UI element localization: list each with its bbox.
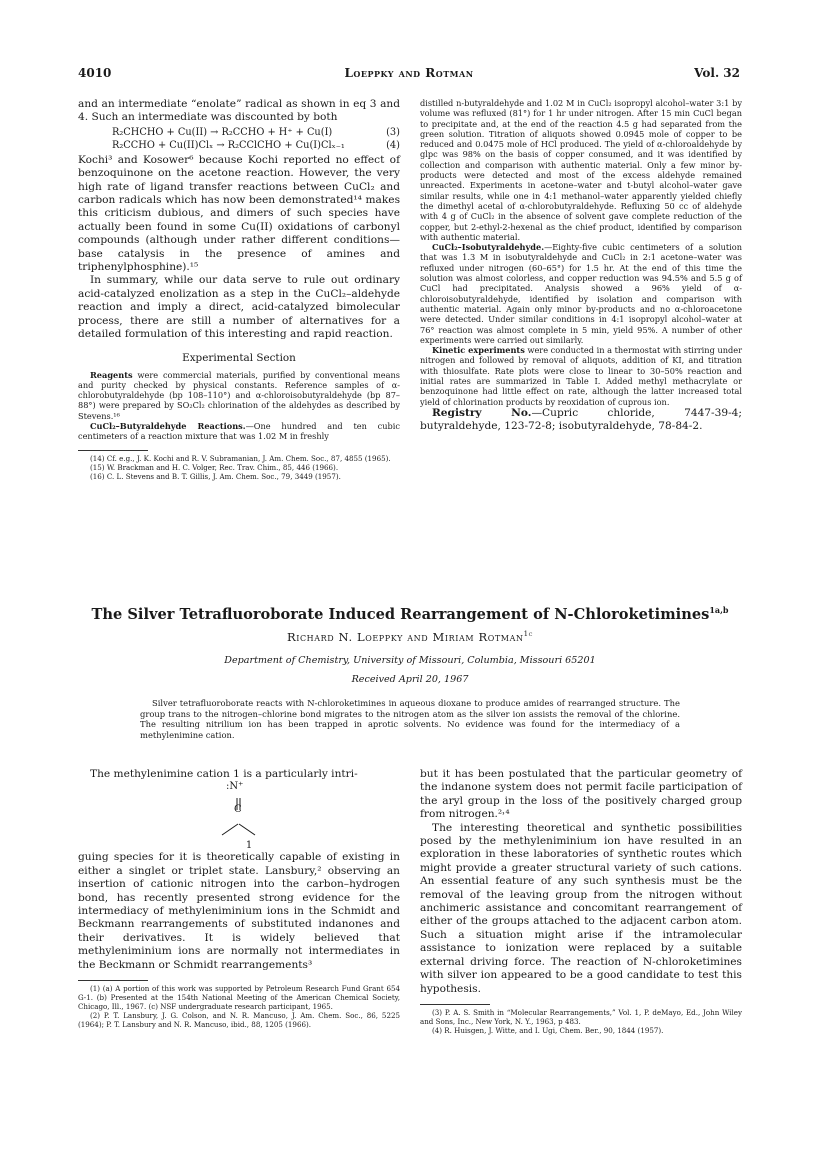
left-bond <box>222 824 238 835</box>
footnote-14: (14) Cf. e.g., J. K. Kochi and R. V. Subramanian, J. Am. Chem. Soc., 87, 4855 (1965). <box>90 453 391 463</box>
structure-carbon-label: C <box>234 804 242 816</box>
article-left-intro: The methylenimine cation 1 is a particularly intri- <box>90 768 358 780</box>
equation-4-text: R₂CCHO + Cu(II)Clₓ → R₂CClCHO + Cu(I)Clₓ₋₁ <box>112 139 345 151</box>
registry-paragraph <box>420 407 742 434</box>
cucl2-butyraldehyde-paragraph <box>78 421 400 442</box>
article-authors-superscript: 1c <box>523 630 534 639</box>
right-bond <box>239 824 255 835</box>
equation-3-text: R₂CHCHO + Cu(II) → R₂CCHO + H⁺ + Cu(I) <box>112 126 333 138</box>
footnote-1: (1) (a) A portion of this work was supported by Petroleum Research Fund Grant 654 G-1. (b) Presented at the 154th National Meeting of the American Chemical Society, Chicago, Ill., 1967. (c) NSF undergraduate research participant, 1965. <box>78 984 400 1012</box>
running-title: Loeppky and Rotman <box>344 66 474 80</box>
prev-left-paragraph-2: In summary, while our data serve to rule out ordinary acid-catalyzed enolization as a step in the CuCl₂–aldehyde reaction and imply a direct, acid-catalyzed bimolecular process, there are still a number of alternatives for a detailed formulation of this interesting and rapid reaction. <box>78 274 400 341</box>
article-right-paragraph-1: but it has been postulated that the particular geometry of the indanone system does not permit facile participation of the aryl group in the loss of the positively charged group from nitrogen.²˒⁴ <box>420 768 742 821</box>
equation-4 <box>78 139 400 152</box>
cucl2-butyraldehyde-text: —One hundred and ten cubic centimeters of a reaction mixture that was 1.02 M in freshly <box>78 420 400 442</box>
footnote-4: (4) R. Huisgen, J. Witte, and I. Ugi, Chem. Ber., 90, 1844 (1957). <box>432 1025 664 1035</box>
prev-article-left-column <box>78 98 400 481</box>
equations-block <box>78 126 400 152</box>
experimental-section-heading: Experimental Section <box>182 351 296 364</box>
compound-1-structure <box>78 782 400 840</box>
equation-4-number: (4) <box>386 139 400 151</box>
article-left-body: guing species for it is theoretically capable of existing in either a singlet or triplet state. Lansbury,² observing an insertion of cationic nitrogen into the carbon–hydrogen bond, has recently presented strong evidence for the intermediacy of methyleniminium ions in the Schmidt and Beckmann rearrangements of substituted indanones and their derivatives. It is widely believed that methyleniminium ions are normally not intermediates in the Beckmann or Schmidt rearrangements³ <box>78 851 400 971</box>
registry-text: —Cupric chloride, 7447-39-4; butyraldehyde, 123-72-8; isobutyraldehyde, 78-84-2. <box>420 406 742 433</box>
footnote-rule <box>78 450 148 451</box>
article-title-superscript: 1a,b <box>709 605 729 615</box>
article-footnote-rule-right <box>420 1004 490 1005</box>
article-authors <box>60 630 760 644</box>
article-left-column <box>78 768 400 1029</box>
article-title <box>60 605 760 623</box>
equation-3-number: (3) <box>386 126 400 138</box>
article-right-column <box>420 768 742 1035</box>
equation-3 <box>78 126 400 139</box>
footnote-2: (2) P. T. Lansbury, J. G. Colson, and N. R. Mancuso, J. Am. Chem. Soc., 86, 5225 (1964); P. T. Lansbury and N. R. Mancuso, ibid., 88, 1205 (1966). <box>78 1011 400 1030</box>
article-footnote-rule-left <box>78 980 148 981</box>
article-received-date: Received April 20, 1967 <box>351 674 469 685</box>
footnote-3: (3) P. A. S. Smith in “Molecular Rearrangements,” Vol. 1, P. deMayo, Ed., John Wiley and Sons, Inc., New York, N. Y., 1963, p 483. <box>420 1007 742 1026</box>
reagents-heading: Reagents <box>90 369 133 380</box>
prev-left-paragraph-1: Kochi³ and Kosower⁶ because Kochi reported no effect of benzoquinone on the acetone reaction. However, the very high rate of ligand transfer reactions between CuCl₂ and carbon radicals which has now been demonstrated¹⁴ makes this criticism dubious, and dimers of such species have actually been found in some Cu(II) oxidations of carbonyl compounds (although under rather different conditions—base catalysis in the presence of amines and triphenylphosphine).¹⁵ <box>78 153 400 274</box>
article-authors-text: Richard N. Loeppky and Miriam Rotman <box>286 630 524 644</box>
cucl2-isobutyraldehyde-paragraph <box>420 242 742 345</box>
prev-left-top-text: and an intermediate “enolate” radical as shown in eq 3 and 4. Such an intermediate was discounted by both <box>78 98 400 124</box>
page-number: 4010 <box>78 66 112 80</box>
article-right-paragraph-2: The interesting theoretical and synthetic possibilities posed by the methyleniminium ion have resulted in an exploration in these laboratories of synthetic routes which might provide a greater structural variety of such cations. An essential feature of any such synthesis must be the removal of the leaving group from the nitrogen without anchimeric assistance and concomitant rearrangement of either of the groups attached to the adjacent carbon atom. Such a situation might arise if the intramolecular assistance to ionization were replaced by a suitable external driving force. The reaction of N-chloroketimines with silver ion appeared to be a good candidate to test this hypothesis. <box>420 821 742 995</box>
kinetic-paragraph <box>420 345 742 407</box>
reagents-text: were commercial materials, purified by conventional means and purity checked by physical constants. Reference samples of α-chlorobutyraldehyde (bp 108–110°) and α-chloroisobutyraldehyde (bp 87–88°) were prepared by SO₂Cl₂ chlorination of the aldehydes as described by Stevens.¹⁶ <box>78 369 400 421</box>
compound-number: 1 <box>245 840 253 852</box>
footnote-16: (16) C. L. Stevens and B. T. Gillis, J. Am. Chem. Soc., 79, 3449 (1957). <box>90 471 341 481</box>
article-title-text: The Silver Tetrafluoroborate Induced Rearrangement of N-Chloroketimines <box>91 605 710 623</box>
running-head <box>78 66 740 84</box>
volume-label: Vol. 32 <box>694 66 740 80</box>
cucl2-butyraldehyde-heading: CuCl₂–Butyraldehyde Reactions. <box>90 420 246 431</box>
prev-article-right-column <box>420 98 742 434</box>
article-abstract: Silver tetrafluoroborate reacts with N-chloroketimines in aqueous dioxane to produce amides of rearranged structure. The group trans to the nitrogen–chlorine bond migrates to the nitrogen atom as the silver ion assists the removal of the chlorine. The resulting nitrilium ion has been trapped in aprotic solvents. No evidence was found for the intermediacy of a methylenimine cation. <box>140 698 680 740</box>
footnote-15: (15) W. Brackman and H. C. Volger, Rec. Trav. Chim., 85, 446 (1966). <box>90 462 339 472</box>
article-affiliation: Department of Chemistry, University of Missouri, Columbia, Missouri 65201 <box>224 655 596 666</box>
structure-nitrogen-label: :N⁺ <box>226 781 244 793</box>
kinetic-text: were conducted in a thermostat with stirring under nitrogen and followed by removal of aliquots, addition of KI, and titration with thiosulfate. Rate plots were close to linear to 30–50% reaction and initial rates are summarized in Table I. Added methyl methacrylate or benzoquinone had little effect on rate, although the latter increased total yield of chlorination products by reoxidation of cuprous ion. <box>420 345 742 407</box>
registry-heading: Registry No. <box>432 406 532 419</box>
structure-bonds <box>208 790 268 840</box>
reagents-paragraph <box>78 370 400 421</box>
cucl2-isobutyraldehyde-heading: CuCl₂–Isobutyraldehyde. <box>432 242 545 253</box>
prev-right-paragraph-1: distilled n-butyraldehyde and 1.02 M in CuCl₂ isopropyl alcohol–water 3:1 by volume was refluxed (81°) for 1 hr under nitrogen. After 15 min CuCl began to precipitate and, at the end of the reaction 4.5 g had separated from the green solution. Titration of aliquots showed 0.0945 mole of copper to be reduced and 0.0475 mole of HCl produced. The yield of α-chloroaldehyde by glpc was 98% on the basis of copper consumed, and it was identified by collection and comparison with authentic material. Only a few minor by-products were detected and most of the excess aldehyde remained unreacted. Experiments in acetone–water and t-butyl alcohol–water gave similar results, while one in 4:1 methanol–water apparently yielded chiefly the dimethyl acetal of α-chlorobutyraldehyde. Refluxing 50 cc of aldehyde with 4 g of CuCl₂ in the absence of solvent gave complete reduction of the copper, but 2-ethyl-2-hexenal as the chief product, identified by comparison with authentic material. <box>420 98 742 242</box>
cucl2-isobutyraldehyde-text: —Eighty-five cubic centimeters of a solution that was 1.3 M in isobutyraldehyde and CuCl₂ in 2:1 acetone–water was refluxed under nitrogen (60–65°) for 1.5 hr. At the end of this time the solution was almost colorless, and copper reduction was 94.5% and 5.5 g of CuCl had precipitated. Analysis showed a 96% yield of α-chloroisobutyraldehyde, identified by isolation and comparison with authentic material. Again only minor by-products and no α-chloroacetone were detected. Under similar conditions in 4:1 isopropyl alcohol–water at 76° reaction was almost complete in 5 min, yield 95%. A number of other experiments were carried out similarly. <box>420 242 742 345</box>
kinetic-heading: Kinetic experiments <box>432 345 525 356</box>
